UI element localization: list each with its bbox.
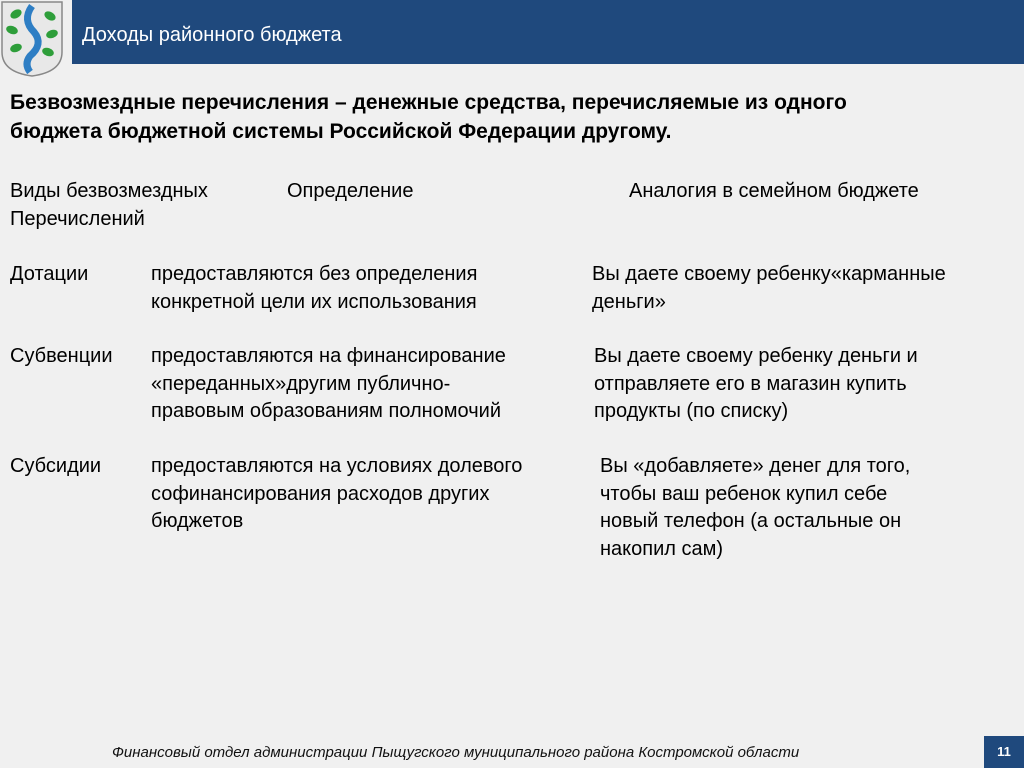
row-definition-subventions: предоставляются на финансирование «переданных»другим публично- правовым образованиям полномочий xyxy=(151,345,506,422)
column-header-definition: Определение xyxy=(287,180,414,202)
row-definition-dotations: предоставляются без определения конкретной цели их использования xyxy=(151,263,478,313)
row-definition-subsidies: предоставляются на условиях долевого софинансирования расходов других бюджетов xyxy=(151,455,523,532)
row-analogy-subventions: Вы даете своему ребенку деньги и отправляете его в магазин купить продукты (по списку) xyxy=(594,345,918,422)
intro-line-1: Безвозмездные перечисления – денежные средства, перечисляемые из одного xyxy=(10,91,847,114)
column-header-type: Виды безвозмездных Перечислений xyxy=(10,180,208,230)
row-type-dotations: Дотации xyxy=(10,263,89,285)
page-title: Доходы районного бюджета xyxy=(82,24,342,46)
page-number: 11 xyxy=(984,736,1024,768)
intro-line-2: бюджета бюджетной системы Российской Федерации другому. xyxy=(10,120,672,143)
row-type-subventions: Субвенции xyxy=(10,345,113,367)
header-bar xyxy=(72,0,1024,64)
intro-definition xyxy=(10,88,1024,146)
coat-of-arms-icon xyxy=(0,0,64,78)
footer-organization: Финансовый отдел администрации Пыщугского муниципального района Костромской области xyxy=(112,744,800,761)
row-analogy-subsidies: Вы «добавляете» денег для того, чтобы ваш ребенок купил себе новый телефон (а остальные он накопил сам) xyxy=(600,455,911,560)
row-type-subsidies: Субсидии xyxy=(10,455,102,477)
row-analogy-dotations: Вы даете своему ребенку«карманные деньги» xyxy=(592,263,946,313)
column-header-analogy: Аналогия в семейном бюджете xyxy=(629,180,919,202)
